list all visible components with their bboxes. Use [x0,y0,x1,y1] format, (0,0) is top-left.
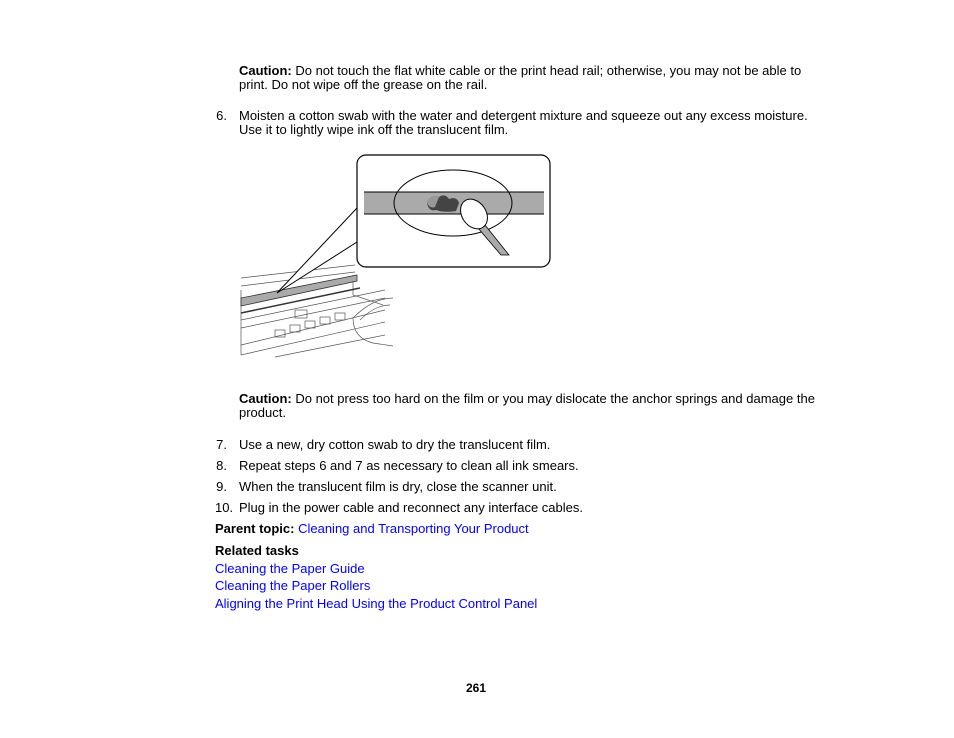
step-number: 6. [216,108,227,123]
step-6-text-line2: Use it to lightly wipe ink off the translucent film. [239,122,509,137]
caution-text: Do not touch the flat white cable or the print head rail; otherwise, you may not be able to [295,63,802,78]
related-tasks-heading: Related tasks [215,543,299,558]
caution-label: Caution: [239,63,292,78]
step-number: 8. [216,458,227,473]
caution-label: Caution: [239,391,292,406]
caution-text: Do not press too hard on the film or you may dislocate the anchor springs and damage the [295,391,815,406]
caution-2-line2: product. [239,405,286,420]
step-9-text: When the translucent film is dry, close the scanner unit. [239,479,557,494]
step-6-text: Moisten a cotton swab with the water and detergent mixture and squeeze out any excess moisture. [239,108,808,123]
step-7-text: Use a new, dry cotton swab to dry the translucent film. [239,437,551,452]
step-8-text: Repeat steps 6 and 7 as necessary to clean all ink smears. [239,458,579,473]
cleaning-illustration [235,150,555,365]
step-number: 7. [216,437,227,452]
step-number: 10. [215,500,234,515]
page-number: 261 [466,681,487,695]
parent-topic-link[interactable]: Cleaning and Transporting Your Product [298,521,529,536]
caution-2 [239,391,815,406]
caution-1 [239,63,801,78]
caution-1-line2: print. Do not wipe off the grease on the rail. [239,77,488,92]
related-link-align-print-head[interactable]: Aligning the Print Head Using the Product Control Panel [215,596,538,611]
step-number: 9. [216,479,227,494]
related-link-paper-guide[interactable]: Cleaning the Paper Guide [215,561,365,576]
parent-topic [215,521,529,536]
step-10-text: Plug in the power cable and reconnect any interface cables. [239,500,583,515]
parent-topic-label: Parent topic: [215,521,295,536]
related-link-paper-rollers[interactable]: Cleaning the Paper Rollers [215,578,371,593]
